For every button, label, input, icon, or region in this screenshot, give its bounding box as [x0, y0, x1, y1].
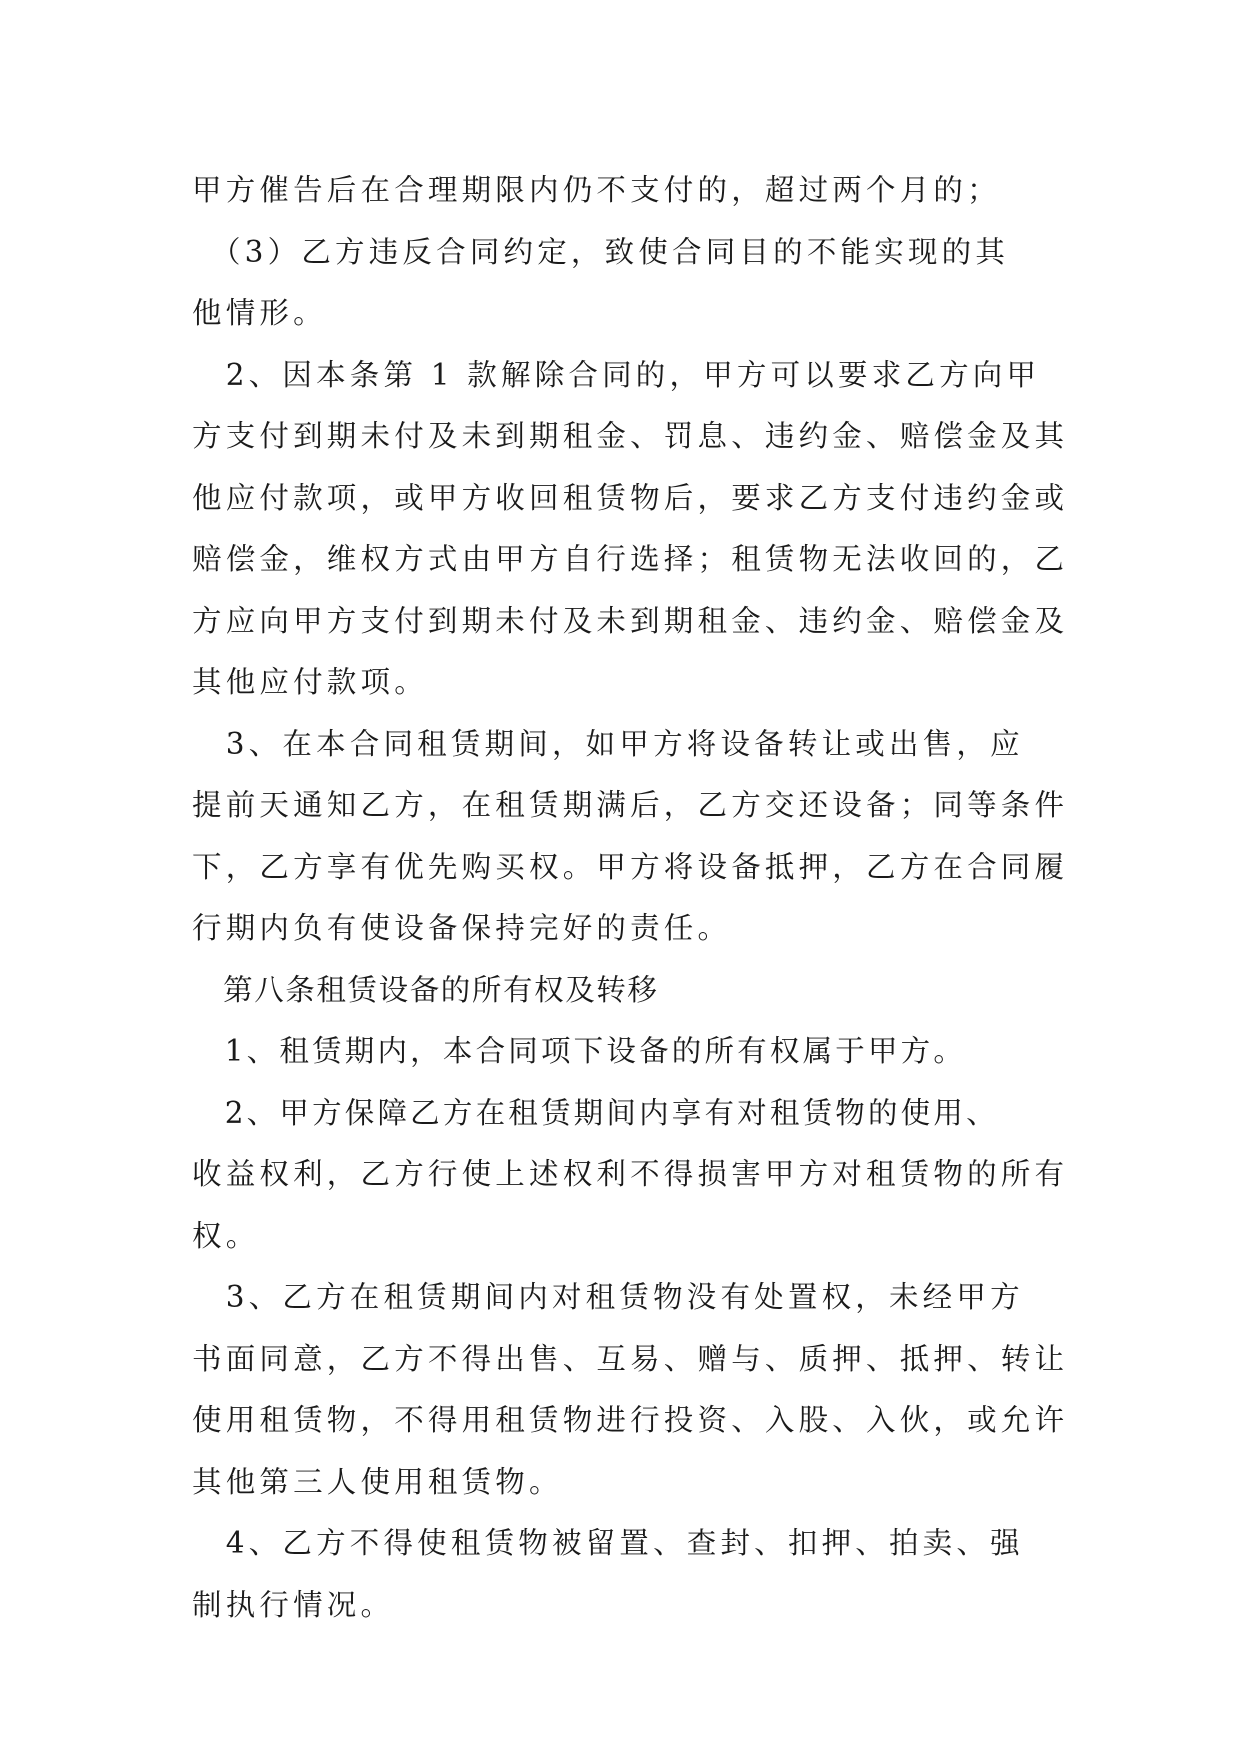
text-line: 其他第三人使用租赁物。 [192, 1464, 563, 1499]
text-line: 制执行情况。 [192, 1587, 395, 1622]
document-body [192, 160, 1069, 1636]
text-line: 权。 [192, 1218, 260, 1253]
text-line: 方支付到期未付及未到期租金、罚息、违约金、赔偿金及其 [192, 419, 1069, 453]
text-line: 提前天通知乙方，在租赁期满后，乙方交还设备；同等条件 [192, 788, 1069, 822]
text-line: 2、因本条第 1 款解除合同的，甲方可以要求乙方向甲 [192, 357, 1041, 392]
text-line: 他情形。 [192, 296, 327, 330]
text-line: 赔偿金，维权方式由甲方自行选择；租赁物无法收回的，乙 [192, 542, 1069, 576]
section-heading: 第八条租赁设备的所有权及转移 [192, 972, 659, 1007]
text-line: 使用租赁物，不得用租赁物进行投资、入股、入伙，或允许 [192, 1403, 1069, 1437]
text-line: 行期内负有使设备保持完好的责任。 [192, 911, 732, 945]
text-line: 收益权利，乙方行使上述权利不得损害甲方对租赁物的所有 [192, 1157, 1069, 1191]
text-line: 3、乙方在租赁期间内对租赁物没有处置权，未经甲方 [192, 1280, 1024, 1314]
text-line: 方应向甲方支付到期未付及未到期租金、违约金、赔偿金及 [192, 603, 1069, 638]
text-line: 3、在本合同租赁期间，如甲方将设备转让或出售，应 [192, 726, 1024, 761]
text-line: 他应付款项，或甲方收回租赁物后，要求乙方支付违约金或 [192, 480, 1069, 515]
text-line: 下，乙方享有优先购买权。甲方将设备抵押，乙方在合同履 [192, 849, 1069, 884]
text-line: 2、甲方保障乙方在租赁期间内享有对租赁物的使用、 [192, 1095, 999, 1130]
text-line: 其他应付款项。 [192, 665, 428, 699]
text-line: 1、租赁期内，本合同项下设备的所有权属于甲方。 [192, 1034, 967, 1068]
text-line: 书面同意，乙方不得出售、互易、赠与、质押、抵押、转让 [192, 1341, 1069, 1376]
text-line: 4、乙方不得使租赁物被留置、查封、扣押、拍卖、强 [192, 1526, 1024, 1560]
text-line: （3）乙方违反合同约定，致使合同目的不能实现的其 [192, 234, 1010, 269]
text-line: 甲方催告后在合理期限内仍不支付的，超过两个月的； [192, 173, 1001, 207]
